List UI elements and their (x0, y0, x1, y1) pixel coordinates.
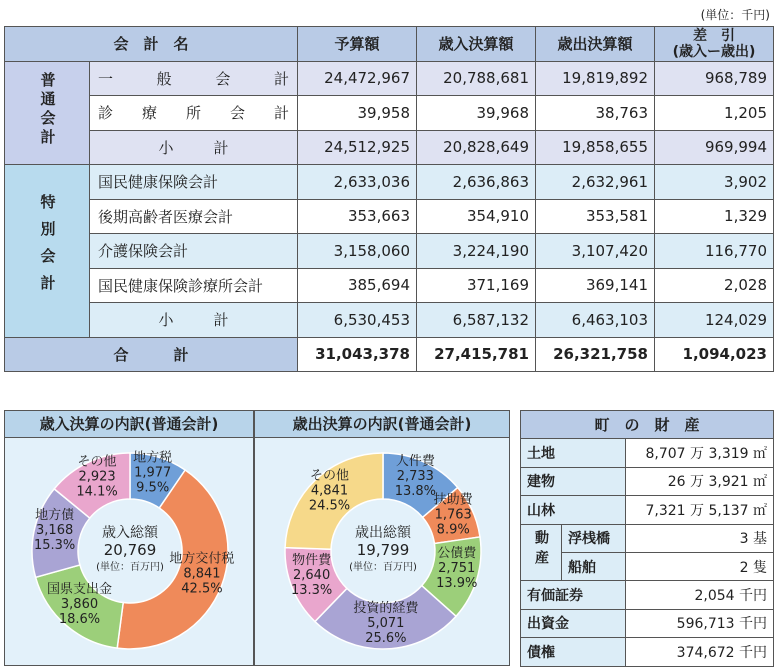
center-label: 歳入総額 (102, 525, 158, 541)
expenditure-donut-chart (255, 438, 509, 665)
row-revenue: 3,224,190 (417, 234, 536, 269)
total-row (5, 337, 774, 372)
row-diff: 1,329 (655, 199, 774, 234)
revenue-donut-chart (5, 438, 253, 665)
property-table (520, 410, 774, 667)
row-expenditure: 38,763 (536, 96, 655, 131)
property-key: 船舶 (562, 552, 626, 580)
property-key: 出資金 (521, 609, 626, 637)
row-budget: 24,472,967 (298, 61, 417, 96)
revenue-chart-panel (4, 410, 254, 666)
slice-label: 公債費 2,751 13.9% (436, 546, 478, 592)
general-category-label: 普通会計 (5, 61, 90, 165)
property-key: 浮桟橋 (562, 524, 626, 552)
row-budget: 385,694 (298, 268, 417, 303)
property-row (521, 467, 774, 495)
header-diff-line1: 差 引 (693, 27, 735, 44)
table-row (5, 268, 774, 303)
row-budget: 2,633,036 (298, 165, 417, 200)
row-name: 国民健康保険診療所会計 (90, 268, 298, 303)
property-value: 8,707 万 3,319 ㎡ (625, 439, 773, 467)
table-row (5, 165, 774, 200)
property-row (521, 439, 774, 467)
subtotal-row (5, 130, 774, 165)
header-expenditure: 歳出決算額 (536, 27, 655, 62)
total-expenditure: 26,321,758 (536, 337, 655, 372)
row-revenue: 354,910 (417, 199, 536, 234)
row-revenue: 39,968 (417, 96, 536, 131)
header-name: 会 計 名 (5, 27, 298, 62)
property-row (521, 638, 774, 666)
row-budget: 39,958 (298, 96, 417, 131)
table-header-row (5, 27, 774, 62)
slice-label: 人件費 2,733 13.8% (394, 454, 437, 500)
subtotal-row (5, 303, 774, 338)
property-key-text: 山林 (527, 502, 555, 519)
row-revenue: 20,828,649 (417, 130, 536, 165)
expenditure-chart-panel (254, 410, 510, 666)
property-key (521, 439, 626, 467)
property-key-text: 建物 (527, 474, 555, 491)
property-row (521, 496, 774, 524)
unit-label: (単位：千円) (700, 8, 770, 22)
special-category-label: 特別会計 (5, 165, 90, 338)
row-diff: 2,028 (655, 268, 774, 303)
table-row (5, 234, 774, 269)
row-name: 国民健康保険会計 (90, 165, 298, 200)
movable-label: 動産 (521, 524, 562, 581)
property-value: 2,054 千円 (625, 581, 773, 609)
slice-label: 地方税 1,977 9.5% (133, 450, 173, 496)
row-name: 診 療 所 会 計 (90, 96, 298, 131)
row-budget: 353,663 (298, 199, 417, 234)
property-value: 26 万 3,921 ㎡ (625, 467, 773, 495)
row-revenue: 2,636,863 (417, 165, 536, 200)
row-diff: 1,205 (655, 96, 774, 131)
property-value: 596,713 千円 (625, 609, 773, 637)
table-row (5, 199, 774, 234)
row-expenditure: 19,819,892 (536, 61, 655, 96)
slice-label: 投資的経費 5,071 25.6% (353, 600, 419, 646)
property-key-text: 土地 (527, 446, 555, 463)
table-row (5, 61, 774, 96)
row-budget: 6,530,453 (298, 303, 417, 338)
property-value: 374,672 千円 (625, 638, 773, 666)
subtotal-label: 小計 (90, 130, 298, 165)
center-unit: (単位：百万円) (349, 562, 417, 573)
slice-label: その他 4,841 24.5% (308, 468, 351, 514)
row-expenditure: 353,581 (536, 199, 655, 234)
header-diff-line2: (歳入ー歳出) (672, 43, 756, 60)
row-expenditure: 6,463,103 (536, 303, 655, 338)
header-budget: 予算額 (298, 27, 417, 62)
slice-label: 国県支出金 3,860 18.6% (47, 582, 113, 628)
row-expenditure: 2,632,961 (536, 165, 655, 200)
property-row (521, 581, 774, 609)
row-diff: 124,029 (655, 303, 774, 338)
slice-label: 扶助費 1,763 8.9% (433, 492, 473, 538)
row-diff: 968,789 (655, 61, 774, 96)
property-key: 有価証券 (521, 581, 626, 609)
row-name: 一 般 会 計 (90, 61, 298, 96)
row-expenditure: 3,107,420 (536, 234, 655, 269)
revenue-chart-title: 歳入決算の内訳(普通会計) (5, 411, 253, 438)
subtotal-label: 小計 (90, 303, 298, 338)
row-budget: 3,158,060 (298, 234, 417, 269)
property-key (521, 467, 626, 495)
budget-table (4, 26, 774, 372)
header-diff (655, 27, 774, 62)
property-row (521, 609, 774, 637)
row-revenue: 20,788,681 (417, 61, 536, 96)
center-value: 20,769 (103, 541, 157, 559)
property-key (521, 496, 626, 524)
header-revenue: 歳入決算額 (417, 27, 536, 62)
total-diff: 1,094,023 (655, 337, 774, 372)
row-revenue: 6,587,132 (417, 303, 536, 338)
center-value: 19,799 (356, 541, 410, 559)
slice-label: 地方債 3,168 15.3% (33, 508, 76, 554)
slice-label: 物件費 2,640 13.3% (290, 552, 333, 598)
slice-label: 地方交付税 8,841 42.5% (169, 551, 235, 597)
row-name: 介護保険会計 (90, 234, 298, 269)
total-revenue: 27,415,781 (417, 337, 536, 372)
center-label: 歳出総額 (355, 525, 411, 541)
slice-label: その他 2,923 14.1% (76, 454, 118, 500)
row-diff: 116,770 (655, 234, 774, 269)
total-budget: 31,043,378 (298, 337, 417, 372)
row-diff: 3,902 (655, 165, 774, 200)
property-value: 3 基 (625, 524, 773, 552)
row-expenditure: 369,141 (536, 268, 655, 303)
property-key: 債権 (521, 638, 626, 666)
row-expenditure: 19,858,655 (536, 130, 655, 165)
property-row (521, 524, 774, 552)
expenditure-chart-title: 歳出決算の内訳(普通会計) (255, 411, 509, 438)
row-diff: 969,994 (655, 130, 774, 165)
property-value: 2 隻 (625, 552, 773, 580)
row-revenue: 371,169 (417, 268, 536, 303)
property-title: 町 の 財 産 (521, 411, 774, 439)
row-name: 後期高齢者医療会計 (90, 199, 298, 234)
table-row (5, 96, 774, 131)
total-label: 合 計 (5, 337, 298, 372)
center-unit: (単位：百万円) (96, 562, 164, 573)
row-budget: 24,512,925 (298, 130, 417, 165)
row-name-char: 一 (98, 69, 114, 88)
property-value: 7,321 万 5,137 ㎡ (625, 496, 773, 524)
